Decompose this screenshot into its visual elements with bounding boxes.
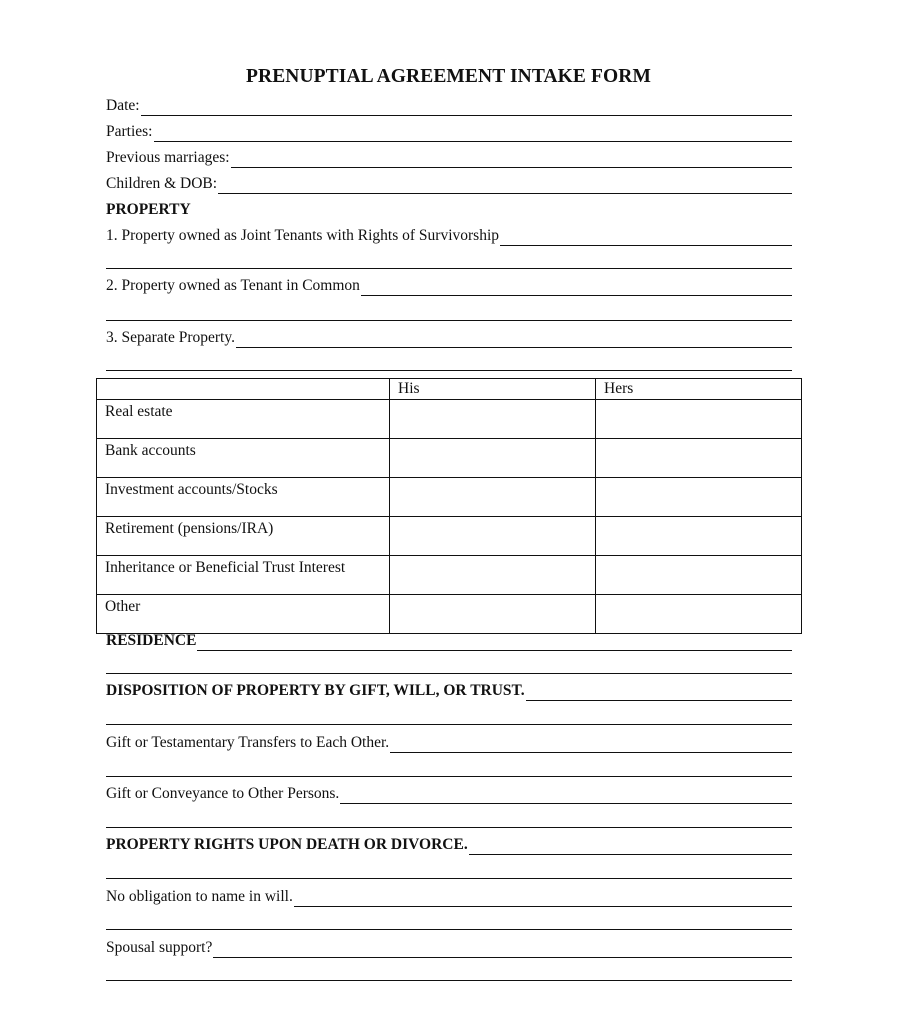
blank-line[interactable] [106,827,792,828]
spousal-support-label: Spousal support? [106,939,213,956]
previous-marriages-input-line[interactable] [231,146,792,168]
property-item-separate[interactable] [106,326,792,348]
previous-marriages-field[interactable] [106,146,792,168]
hers-cell[interactable] [596,556,802,595]
residence-input-line[interactable] [197,629,792,651]
property-item-label: 1. Property owned as Joint Tenants with Rights of Survivorship [106,227,500,244]
children-dob-field[interactable] [106,172,792,194]
no-obligation-field[interactable] [106,885,792,907]
table-header-row [97,379,802,400]
property-heading: PROPERTY [106,201,191,218]
children-dob-label: Children & DOB: [106,175,218,192]
property-item-label: 2. Property owned as Tenant in Common [106,277,360,294]
blank-line[interactable] [106,320,792,321]
date-label: Date: [106,97,140,114]
property-rights-input-line[interactable] [469,833,792,855]
property-item-label: 3. Separate Property. [106,329,235,346]
row-label-bank-accounts: Bank accounts [97,439,390,478]
blank-line[interactable] [106,980,792,981]
table-header-his: His [390,379,596,400]
blank-line[interactable] [106,268,792,269]
his-cell[interactable] [390,556,596,595]
date-field[interactable] [106,94,792,116]
spousal-support-input-line[interactable] [213,936,792,958]
property-input-line[interactable] [500,224,792,246]
hers-cell[interactable] [596,400,802,439]
blank-line[interactable] [106,929,792,930]
blank-line[interactable] [106,673,792,674]
form-title: PRENUPTIAL AGREEMENT INTAKE FORM [246,66,651,87]
property-rights-field[interactable] [106,833,792,855]
property-input-line[interactable] [236,326,792,348]
parties-field[interactable] [106,120,792,142]
date-input-line[interactable] [141,94,792,116]
his-cell[interactable] [390,400,596,439]
property-item-joint-tenants[interactable] [106,224,792,246]
table-row [97,478,802,517]
hers-cell[interactable] [596,595,802,634]
blank-line[interactable] [106,878,792,879]
blank-line[interactable] [106,724,792,725]
row-label-other: Other [97,595,390,634]
his-cell[interactable] [390,517,596,556]
row-label-real-estate: Real estate [97,400,390,439]
his-cell[interactable] [390,478,596,517]
children-dob-input-line[interactable] [218,172,792,194]
gift-other-persons-label: Gift or Conveyance to Other Persons. [106,785,340,802]
table-header-blank [97,379,390,400]
property-item-tenant-in-common[interactable] [106,274,792,296]
blank-line[interactable] [106,370,792,371]
parties-input-line[interactable] [154,120,793,142]
gift-each-other-input-line[interactable] [390,731,792,753]
disposition-input-line[interactable] [526,679,792,701]
assets-table [96,378,802,634]
disposition-label: DISPOSITION OF PROPERTY BY GIFT, WILL, OR TRUST. [106,682,525,699]
parties-label: Parties: [106,123,153,140]
gift-each-other-label: Gift or Testamentary Transfers to Each Other. [106,734,390,751]
his-cell[interactable] [390,439,596,478]
table-header-hers: Hers [596,379,802,400]
hers-cell[interactable] [596,439,802,478]
no-obligation-label: No obligation to name in will. [106,888,293,905]
gift-each-other-field[interactable] [106,731,792,753]
row-label-inheritance: Inheritance or Beneficial Trust Interest [97,556,390,595]
gift-other-persons-field[interactable] [106,782,792,804]
hers-cell[interactable] [596,478,802,517]
spousal-support-field[interactable] [106,936,792,958]
blank-line[interactable] [106,776,792,777]
table-row [97,595,802,634]
table-row [97,556,802,595]
row-label-retirement: Retirement (pensions/IRA) [97,517,390,556]
property-input-line[interactable] [361,274,792,296]
table-row [97,517,802,556]
residence-field[interactable] [106,629,792,651]
residence-label: RESIDENCE [106,632,197,649]
hers-cell[interactable] [596,517,802,556]
no-obligation-input-line[interactable] [294,885,792,907]
table-row [97,400,802,439]
his-cell[interactable] [390,595,596,634]
previous-marriages-label: Previous marriages: [106,149,230,166]
disposition-field[interactable] [106,679,792,701]
property-rights-label: PROPERTY RIGHTS UPON DEATH OR DIVORCE. [106,836,468,853]
row-label-investment-accounts: Investment accounts/Stocks [97,478,390,517]
gift-other-persons-input-line[interactable] [340,782,792,804]
table-row [97,439,802,478]
